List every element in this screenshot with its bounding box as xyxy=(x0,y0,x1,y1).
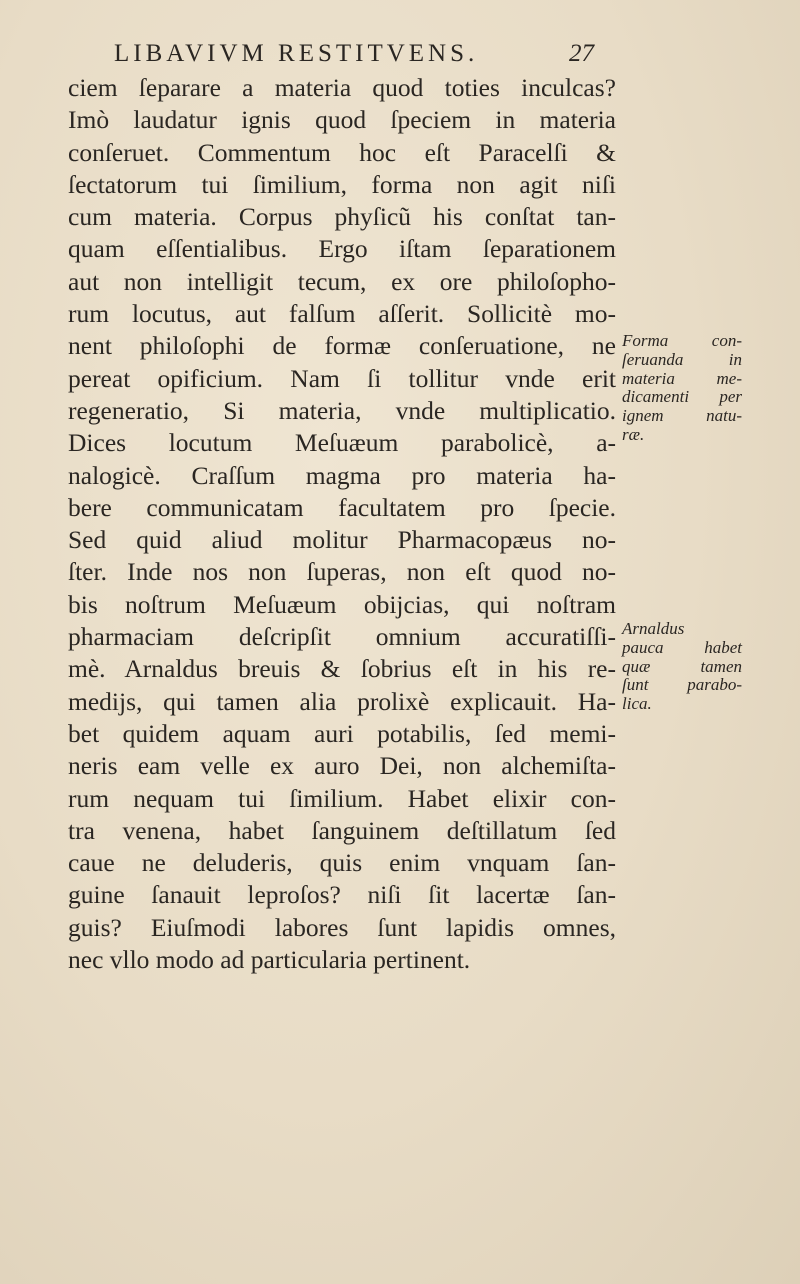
text-line: pharmaciam deſcripſit omnium accuratiſſi- xyxy=(68,622,616,652)
text-line: rum nequam tui ſimilium. Habet elixir con- xyxy=(68,783,616,813)
text-line: neris eam velle ex auro Dei, non alchemiſta- xyxy=(68,751,616,781)
running-title: LIBAVIVM RESTITVENS. xyxy=(114,40,479,67)
text-line: medijs, qui tamen alia prolixè explicauit. Ha- xyxy=(68,686,616,716)
margin-note-line: materia me- xyxy=(622,368,742,388)
margin-note-arnaldus xyxy=(622,620,742,714)
text-line: rum locutus, aut falſum aſſerit. Sollicitè mo- xyxy=(68,299,616,329)
text-line: pereat opificium. Nam ſi tollitur vnde erit xyxy=(68,363,616,393)
text-line: guine ſanauit leproſos? niſi ſit lacertæ ſan- xyxy=(68,880,616,910)
text-line: bere communicatam facultatem pro ſpecie. xyxy=(68,492,616,522)
margin-note-line: pauca habet xyxy=(622,637,742,657)
text-line: Dices locutum Meſuæum parabolicè, a- xyxy=(68,428,616,458)
text-line: regeneratio, Si materia, vnde multiplicatio. xyxy=(68,395,616,425)
text-line: conſeruet. Commentum hoc eſt Paracelſi & xyxy=(68,137,616,167)
margin-note-line: ræ. xyxy=(622,424,645,444)
text-line: quam eſſentialibus. Ergo iſtam ſeparationem xyxy=(68,234,616,264)
text-line: nec vllo modo ad particularia pertinent. xyxy=(68,945,471,975)
margin-note-line: dicamenti per xyxy=(622,387,742,407)
text-line: nent philoſophi de formæ conſeruatione, ne xyxy=(68,331,616,361)
page-number: 27 xyxy=(569,40,594,67)
text-line: mè. Arnaldus breuis & ſobrius eſt in his re- xyxy=(68,654,616,684)
margin-note-line: lica. xyxy=(622,694,652,714)
text-line: bet quidem aquam auri potabilis, ſed memi- xyxy=(68,718,616,748)
text-line: ſectatorum tui ſimilium, forma non agit niſi xyxy=(68,169,616,199)
text-line: ciem ſeparare a materia quod toties inculcas? xyxy=(68,73,616,102)
body-text xyxy=(68,72,616,976)
running-head xyxy=(114,40,594,70)
margin-note-line: ſunt parabo- xyxy=(622,675,742,695)
margin-note-line: ignem natu- xyxy=(622,406,742,426)
text-line: guis? Eiuſmodi labores ſunt lapidis omnes, xyxy=(68,912,616,942)
text-line: Sed quid aliud molitur Pharmacopæus no- xyxy=(68,525,616,555)
margin-note-line: Arnaldus xyxy=(622,619,685,638)
margin-note-line: ſeruanda in xyxy=(622,349,742,369)
text-line: tra venena, habet ſanguinem deſtillatum ſed xyxy=(68,815,616,845)
text-line: caue ne deluderis, quis enim vnquam ſan- xyxy=(68,848,616,878)
text-line: Imò laudatur ignis quod ſpeciem in materia xyxy=(68,105,616,135)
text-line: bis noſtrum Meſuæum obijcias, qui noſtram xyxy=(68,589,616,619)
margin-note-forma xyxy=(622,332,742,445)
margin-note-line: Forma con- xyxy=(622,331,742,350)
text-line: aut non intelligit tecum, ex ore philoſopho- xyxy=(68,266,616,296)
text-line: ſter. Inde nos non ſuperas, non eſt quod no- xyxy=(68,557,616,587)
text-line: nalogicè. Craſſum magma pro materia ha- xyxy=(68,460,616,490)
text-line: cum materia. Corpus phyſicũ his conſtat tan- xyxy=(68,202,616,232)
margin-note-line: quæ tamen xyxy=(622,656,742,676)
